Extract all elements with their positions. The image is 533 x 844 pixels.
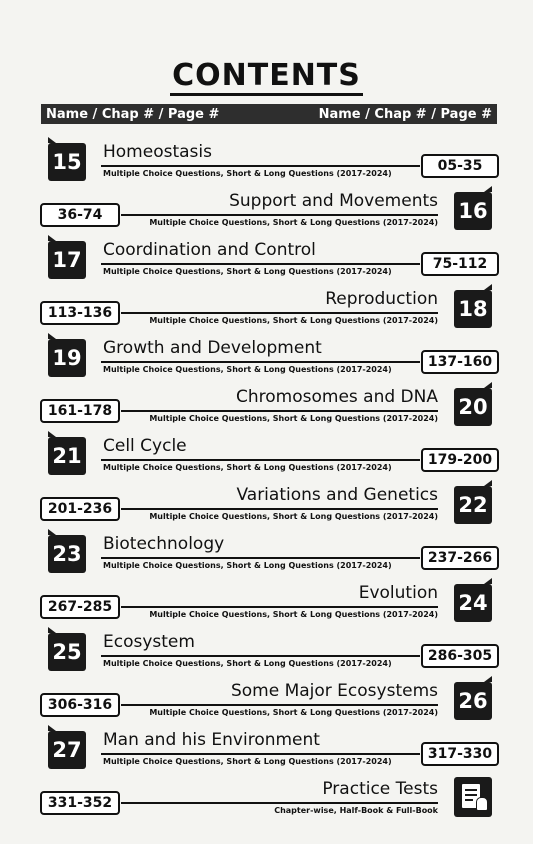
page-range: 267-285 [40, 595, 120, 619]
divider-line [101, 753, 420, 755]
page-range: 331-352 [40, 791, 120, 815]
toc-entry-21[interactable] [0, 434, 533, 478]
header-right-label: Name / Chap # / Page # [318, 106, 492, 122]
chapter-subtitle: Multiple Choice Questions, Short & Long Questions (2017-2024) [149, 316, 438, 325]
chapter-name: Man and his Environment [103, 730, 320, 750]
divider-line [101, 165, 420, 167]
chapter-subtitle: Multiple Choice Questions, Short & Long Questions (2017-2024) [103, 561, 392, 570]
toc-entry-practice-tests[interactable] [0, 777, 533, 821]
chapter-badge: 26 [454, 682, 492, 720]
chapter-badge: 16 [454, 192, 492, 230]
toc-entry-18[interactable] [0, 287, 533, 331]
chapter-name: Chromosomes and DNA [236, 387, 438, 407]
page-range: 201-236 [40, 497, 120, 521]
divider-line [101, 459, 420, 461]
toc-entry-17[interactable] [0, 238, 533, 282]
chapter-name: Cell Cycle [103, 436, 187, 456]
page-range: 306-316 [40, 693, 120, 717]
chapter-subtitle: Multiple Choice Questions, Short & Long Questions (2017-2024) [103, 169, 392, 178]
chapter-badge: 24 [454, 584, 492, 622]
divider-line [121, 606, 438, 608]
chapter-name: Ecosystem [103, 632, 195, 652]
divider-line [121, 704, 438, 706]
chapter-subtitle: Multiple Choice Questions, Short & Long Questions (2017-2024) [149, 610, 438, 619]
page-range: 286-305 [421, 644, 499, 668]
divider-line [121, 312, 438, 314]
divider-line [121, 214, 438, 216]
chapter-subtitle: Multiple Choice Questions, Short & Long Questions (2017-2024) [149, 512, 438, 521]
chapter-subtitle: Multiple Choice Questions, Short & Long Questions (2017-2024) [149, 414, 438, 423]
practice-tests-subtitle: Chapter-wise, Half-Book & Full-Book [274, 806, 438, 815]
toc-entry-22[interactable] [0, 483, 533, 527]
toc-entry-26[interactable] [0, 679, 533, 723]
toc-entry-20[interactable] [0, 385, 533, 429]
chapter-badge: 15 [48, 143, 86, 181]
chapter-subtitle: Multiple Choice Questions, Short & Long Questions (2017-2024) [103, 659, 392, 668]
page-title: CONTENTS [0, 58, 533, 93]
header-bar [41, 104, 497, 124]
toc-entry-25[interactable] [0, 630, 533, 674]
page-range: 75-112 [421, 252, 499, 276]
toc-entry-24[interactable] [0, 581, 533, 625]
chapter-name: Variations and Genetics [236, 485, 438, 505]
chapter-subtitle: Multiple Choice Questions, Short & Long Questions (2017-2024) [149, 708, 438, 717]
page-range: 317-330 [421, 742, 499, 766]
chapter-name: Growth and Development [103, 338, 322, 358]
toc-entry-27[interactable] [0, 728, 533, 772]
page-range: 113-136 [40, 301, 120, 325]
toc-entry-23[interactable] [0, 532, 533, 576]
chapter-badge: 17 [48, 241, 86, 279]
divider-line [101, 557, 420, 559]
divider-line [101, 655, 420, 657]
page-range: 05-35 [421, 154, 499, 178]
practice-tests-name: Practice Tests [322, 779, 438, 799]
chapter-badge: 21 [48, 437, 86, 475]
chapter-name: Biotechnology [103, 534, 225, 554]
toc-entry-19[interactable] [0, 336, 533, 380]
page-range: 137-160 [421, 350, 499, 374]
chapter-badge: 19 [48, 339, 86, 377]
chapter-badge: 23 [48, 535, 86, 573]
page-range: 161-178 [40, 399, 120, 423]
chapter-name: Support and Movements [229, 191, 438, 211]
chapter-badge: 20 [454, 388, 492, 426]
chapter-subtitle: Multiple Choice Questions, Short & Long Questions (2017-2024) [103, 463, 392, 472]
chapter-name: Reproduction [325, 289, 438, 309]
chapter-name: Evolution [358, 583, 438, 603]
chapter-subtitle: Multiple Choice Questions, Short & Long Questions (2017-2024) [103, 757, 392, 766]
page-range: 237-266 [421, 546, 499, 570]
test-sheet-icon [454, 777, 492, 817]
divider-line [101, 263, 420, 265]
chapter-badge: 22 [454, 486, 492, 524]
divider-line [121, 410, 438, 412]
header-left-label: Name / Chap # / Page # [46, 106, 220, 122]
toc-entry-16[interactable] [0, 189, 533, 233]
divider-line [121, 508, 438, 510]
divider-line [101, 361, 420, 363]
page-range: 36-74 [40, 203, 120, 227]
toc-entry-15[interactable] [0, 140, 533, 184]
chapter-subtitle: Multiple Choice Questions, Short & Long Questions (2017-2024) [149, 218, 438, 227]
chapter-name: Coordination and Control [103, 240, 316, 260]
chapter-subtitle: Multiple Choice Questions, Short & Long Questions (2017-2024) [103, 267, 392, 276]
chapter-name: Some Major Ecosystems [230, 681, 438, 701]
page-range: 179-200 [421, 448, 499, 472]
chapter-badge: 18 [454, 290, 492, 328]
chapter-subtitle: Multiple Choice Questions, Short & Long Questions (2017-2024) [103, 365, 392, 374]
chapter-badge: 25 [48, 633, 86, 671]
chapter-name: Homeostasis [103, 142, 212, 162]
divider-line [121, 802, 438, 804]
chapter-badge: 27 [48, 731, 86, 769]
